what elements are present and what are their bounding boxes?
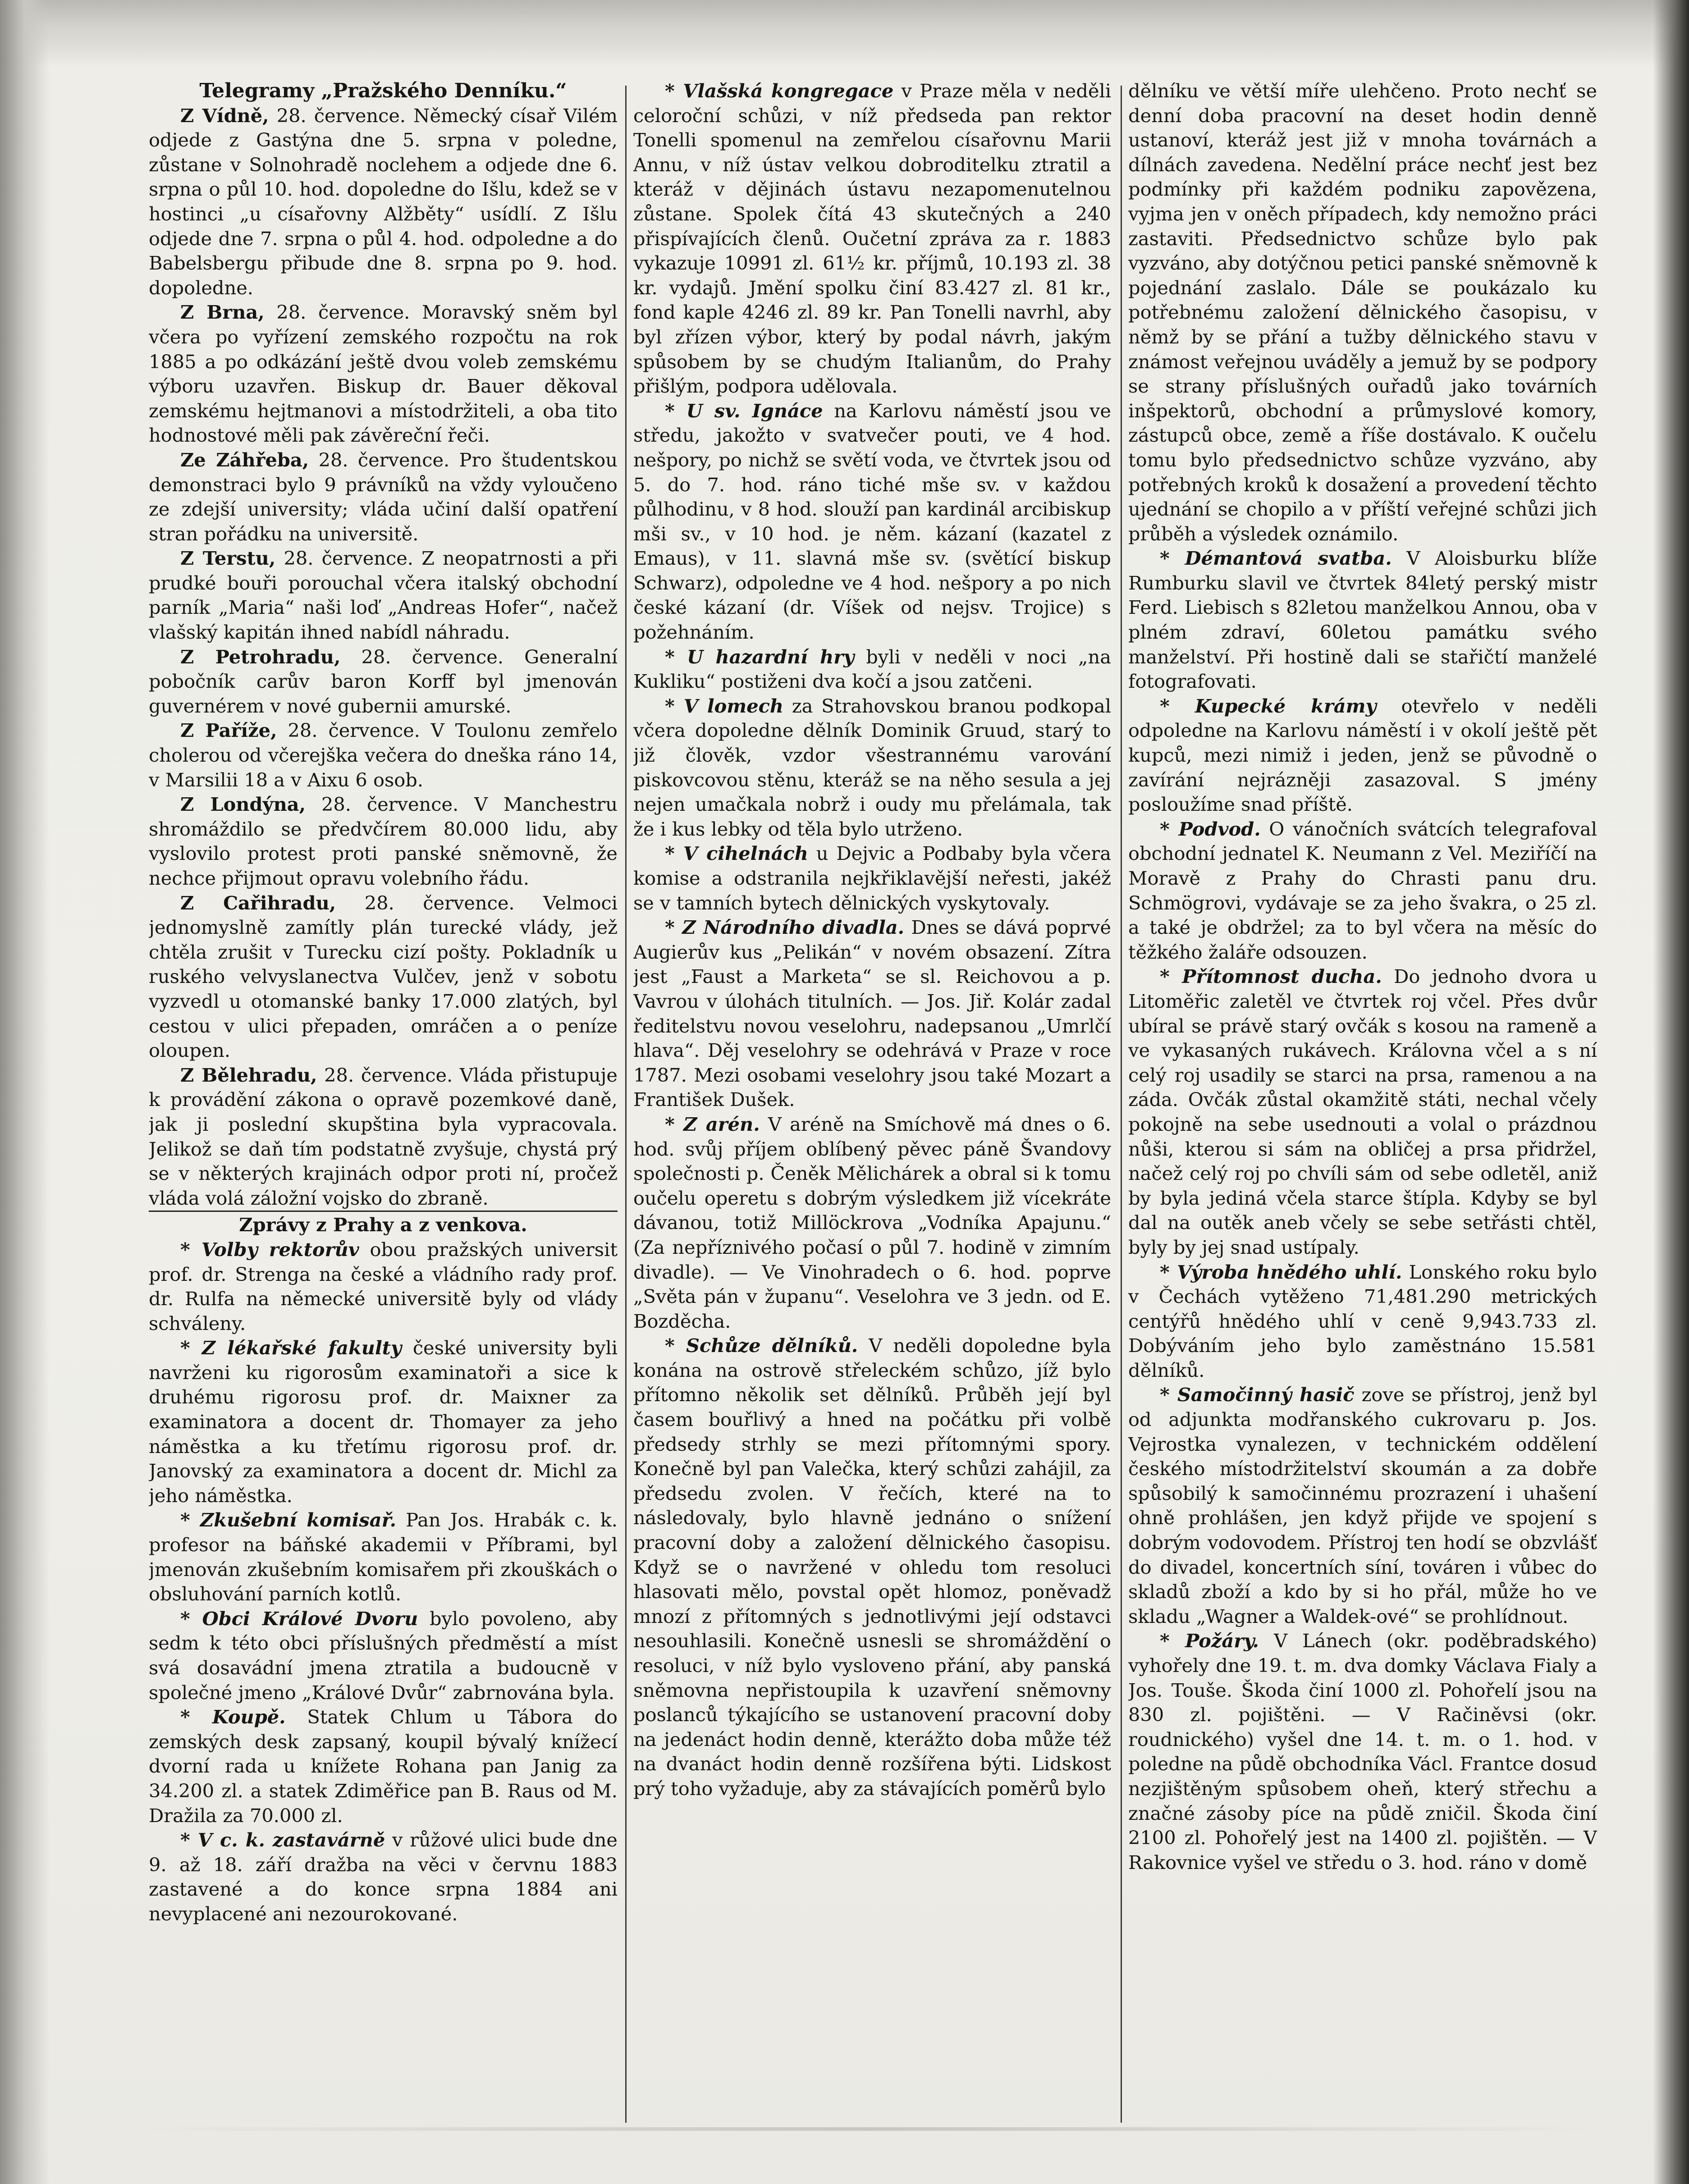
continued-article: dělníku ve větší míře ulehčeno. Proto nechť se denní doba pracovní na deset hodin denně ustanoví, kteráž jest již v mnoha továrnách a dílnách zavedena. Nedělní práce nechť jest bez podmínky při každém podniku zapovězena, vyjma jen v oněch případech, kdy nemožno práci zastaviti. Předsednictvo schůze bylo pak vyzváno, aby dotýčnou petici panské sněmovně k pojednání zaslalo. Dále se poukázalo ku potřebnému založení dělnického časopisu, v němž by se přání a tužby dělnického stavu v známost veřejnou uváděly a jemuž by se podpory se strany příslušných ouřadů jako továrních inšpektorů, obchodní a průmyslové komory, zástupců obce, země a říše dostávalo. K oučelu tomu bylo předsednictvo schůze vyzváno, aby potřebných kroků k dosažení a provedení těchto ujednání se chopilo a v příští veřejné schůzi jich průběh a výsledek oznámilo. — [1128, 80, 1597, 545]
news-item — [633, 915, 1111, 1112]
item-text: 28. července. Moravský sněm byl včera po vyřízení zemského rozpočtu na rok 1885 a po odkázání ještě dvou voleb zemskému výboru uzavřen. Biskup dr. Bauer děkoval zemskému hejtmanovi a místodržiteli, a oba tito hodnostové měli pak závěreční řeči. — [149, 301, 618, 447]
dateline: Z Petrohradu, — [180, 645, 341, 668]
scan-shadow-left — [0, 0, 50, 2184]
item-text: V Aloisburku blíže Rumburku slavil ve čtvrtek 84letý perský mistr Ferd. Liebisch s 82letou manželkou Annou, oba v plném zdraví, 60letou památku svého manželství. Při hostině dali se stařičtí manželé fotografovati. — [1128, 547, 1597, 693]
item-text: 28. července. V Toulonu zemřelo cholerou od včerejška večera do dneška ráno 14, v Marsilii 18 a v Aixu 6 osob. — [149, 719, 618, 791]
item-keyword: Zkušební komisař. — [200, 1509, 397, 1531]
dateline: Ze Záhřeba, — [180, 448, 309, 471]
item-text: Statek Chlum u Tábora do zemských desk zapsaný, koupil bývalý knížecí dvorní rada u knížete Rohana pan Janig za 34.200 zl. a statek Zdiměřice pan B. Raus od M. Dražila za 70.000 zl. — [149, 1706, 618, 1827]
item-text: 28. července. Generalní pobočník carův baron Korff byl jmenován guvernérem v nové gubernii amurské. — [149, 645, 618, 717]
asterisk-bullet: * — [1160, 547, 1185, 570]
item-keyword: U sv. Ignáce — [686, 399, 823, 422]
asterisk-bullet: * — [180, 1829, 198, 1851]
item-text: V Lánech (okr. poděbradského) vyhořely dne 19. t. m. dva domky Václava Fialy a Jos. Touše. Škoda činí 1000 zl. Pohořelí jsou na 830 zl. pojištěni. — V Račiněvsi (okr. roudnického) vyšel dne 14. t. m. o 1. hod. v poledne na půdě obchodníka Václ. Frantce dosud nezjištěným spůsobem oheň, který střechu a značné zásoby píce na půdě zničil. Škoda činí 2100 zl. Pohořelý jest na 1400 zl. pojištěn. — V Rakovnice vyšel ve středu o 3. hod. ráno v domě — [1128, 1630, 1597, 1873]
dateline: Z Cařihradu, — [180, 891, 336, 914]
page-bottom-edge — [135, 2127, 1600, 2131]
telegram-item — [149, 448, 618, 546]
news-item — [1128, 1260, 1597, 1383]
item-text: V neděli dopoledne byla konána na ostrově střeleckém schůzo, jíž bylo přítomno několik set dělníků. Průběh její byl časem bouřlivý a hned na počátku při volbě předsedy strhly se mezi přítomnými spory. Konečně byl pan Valečka, který schůzi zahájil, za předsedu zvolen. V řečích, které na to následovaly, bylo hlavně jednáno o snížení pracovní doby a založení dělnického časopisu. Když se o navržené v ohledu tom resoluci hlasovati mělo, povstal opět hlomoz, poněvadž mnozí z přítomných s jednotlivými její odstavci nesouhlasili. Konečně usnesli se shromáždění o resoluci, v níž bylo vysloveno přání, aby panská sněmovna nepřistoupila k uzavření sněmovny poslanců týkajícího se ustanovení pracovní doby na jedenáct hodin denně, kterážto doba může též na dvanáct hodin denně rozšířena býti. Lidskost prý toho vyžaduje, aby za stávajících poměrů bylo — [633, 1334, 1111, 1800]
section-heading: Zprávy z Prahy a z venkova. — [149, 1211, 618, 1238]
dateline: Z Brna, — [180, 301, 265, 324]
item-text: otevřelo v neděli odpoledne na Karlovu náměstí i v okolí ještě pět kupců, mezi nimiž i jeden, jenž se původně o zavírání nejrázněji zasazoval. S jmény posloužíme snad příště. — [1128, 694, 1597, 816]
item-text: Do jednoho dvora u Litoměřic zaletěl ve čtvrtek roj včel. Přes dvůr ubíral se právě starý ovčák s kosou na rameně a ve vykasaných rukávech. Královna včel a s ní celý roj usadily se starci na prsa, ramenou a na záda. Ovčák zůstal okamžitě státi, nechal včely pokojně na sebe usednouti a volal o prázdnou nůši, kterou si sám na obličej a prsa přidržel, načež celý roj po chvíli sám od sebe odletěl, aniž by byla jediná včela starce štípla. Kdyby se byl dal na outěk aneb včely se sebe setřásti chtěl, byly by jej snad ustípaly. — [1128, 965, 1597, 1258]
local-news-list — [149, 1238, 618, 1927]
news-item — [633, 841, 1111, 915]
dateline: Z Londýna, — [180, 793, 306, 816]
news-item — [1128, 817, 1597, 965]
item-text: v růžové ulici bude dne 9. až 18. září dražba na věci v červnu 1883 zastavené a do konce srpna 1884 ani nevyplacené ani nezourokované. — [149, 1829, 618, 1925]
item-text: 28. července. V Manchestru shromáždilo se předvčírem 80.000 lidu, aby vyslovilo protest proti panské sněmovně, že nechce přijmout opravu volebního řádu. — [149, 793, 618, 889]
item-keyword: Kupecké krámy — [1195, 694, 1377, 717]
asterisk-bullet: * — [665, 1113, 684, 1135]
item-keyword: Koupě. — [212, 1706, 286, 1728]
item-text: 28. července. Velmoci jednomyslně zamítly plán turecké vlády, jež chtěla zrušit v Turecku cizí pošty. Pokladník u ruského velvyslanectva Vulčev, jenž v sobotu vyzvedl u otomanské banky 17.000 zlatých, byl cestou v ulici přepaden, omráčen a o peníze oloupen. — [149, 891, 618, 1062]
item-keyword: V lomech — [683, 694, 784, 717]
column-rule — [1121, 86, 1122, 2123]
item-text: v Praze měla v neděli celoroční schůzi, v níž předseda pan rektor Tonelli spomenul na zemřelou císařovnu Marii Annu, v níž ústav velkou dobroditelku ztratil a kteráž v dějinách ústavu nezapomenutelnou zůstane. Spolek čítá 43 skutečných a 240 přispívajících členů. Oučetní zpráva za r. 1883 vykazuje 10991 zl. 61½ kr. příjmů, 10.193 zl. 38 kr. vydajů. Jmění spolku činí 83.427 zl. 81 kr., fond kaple 4246 zl. 89 kr. Pan Tonelli navrhl, aby byl zřízen výbor, který by podal návrh, jakým spůsobem by se chudým Italianům, do Prahy přišlým, podpora udělovala. — [633, 80, 1111, 398]
dateline: Z Paříže, — [180, 719, 277, 742]
telegram-list — [149, 104, 618, 1211]
asterisk-bullet: * — [180, 1238, 201, 1261]
asterisk-bullet: * — [1160, 1384, 1177, 1406]
telegram-item — [149, 718, 618, 792]
asterisk-bullet: * — [665, 80, 683, 102]
item-keyword: Požáry. — [1185, 1630, 1259, 1652]
telegram-item — [149, 104, 618, 301]
local-news-list — [633, 79, 1111, 1801]
item-text: Dnes se dává poprvé Augierův kus „Pelikán“ v novém obsazení. Zítra jest „Faust a Marketa“ se sl. Reichovou a p. Vavrou v úlohách titulních. — Jos. Jiř. Kolár zadal ředitelstvu novou veselohru, nadepsanou „Umrlčí hlava“. Děj veselohry se odehrává v Praze v roce 1787. Mezi osobami veselohry jsou také Mozart a František Dušek. — [633, 916, 1111, 1111]
item-keyword: V cihelnách — [683, 842, 808, 865]
news-item — [633, 399, 1111, 645]
item-keyword: V c. k. zastavárně — [197, 1829, 385, 1851]
news-item — [149, 1705, 618, 1828]
item-text: Lonského roku bylo v Čechách vytěženo 71,481.290 metrických centýřů hnědého uhlí v ceně 9,943.733 zl. Dobýváním jeho bylo zaměstnáno 15.581 dělníků. — [1128, 1261, 1597, 1381]
dateline: Z Bělehradu, — [180, 1064, 317, 1086]
item-text: 28. července. Z neopatrnosti a při prudké bouři porouchal včera italský obchodní parník „Maria“ naši loď „Andreas Hofer“, načež vlašský kapitán ihned nabídl náhradu. — [149, 547, 618, 644]
item-text: 28. července. Německý císař Vilém odjede z Gastýna dne 5. srpna v poledne, zůstane v Solnohradě noclehem a odjede dne 6. srpna o půl 10. hod. dopoledne do Išlu, kdež se v hostinci „u císařovny Alžběty“ usídlí. Z Išlu odjede dne 7. srpna o půl 4. hod. odpoledne a do Babelsbergu přibude dne 8. srpna po 9. hod. dopoledne. — [149, 104, 618, 299]
column-3 — [1128, 79, 1597, 2134]
item-keyword: Démantová svatba. — [1185, 547, 1392, 570]
item-keyword: U hazardní hry — [687, 645, 855, 668]
asterisk-bullet: * — [180, 1706, 212, 1728]
item-keyword: Z arén. — [683, 1113, 760, 1135]
news-item — [1128, 1383, 1597, 1629]
dateline: Z Terstu, — [180, 547, 276, 570]
news-item — [149, 1508, 618, 1606]
news-item — [633, 79, 1111, 399]
telegram-item — [149, 546, 618, 644]
asterisk-bullet: * — [665, 399, 687, 422]
asterisk-bullet: * — [665, 645, 687, 668]
news-item — [149, 1336, 618, 1508]
local-news-list — [1128, 546, 1597, 1875]
item-text: 28. července. Vláda přistupuje k provádění zákona o opravě pozemkové daně, jak ji poslední skupština byla vypracovala. Jelikož se daň tím podstatně zvyšuje, chystá prý se v některých krajinách odpor proti ní, pročež vláda volá záložní vojsko do zbraně. — [149, 1064, 618, 1209]
item-keyword: Volby rektorův — [201, 1238, 359, 1261]
column-1 — [149, 79, 618, 2134]
item-keyword: Obci Králové Dvoru — [202, 1607, 418, 1630]
asterisk-bullet: * — [1160, 1261, 1177, 1283]
asterisk-bullet: * — [1160, 965, 1182, 988]
item-text: 28. července. Pro študentskou demonstraci bylo 9 právníků na vždy vyloučeno ze zdejší university; vláda učiní další opatření stran pořádku na universitě. — [149, 448, 618, 545]
news-item — [1128, 1629, 1597, 1875]
item-keyword: Vlašská kongregace — [683, 80, 894, 102]
news-item — [1128, 964, 1597, 1260]
item-text: Pan Jos. Hrabák c. k. profesor na báňské akademii v Příbrami, byl jmenován zkušebním komisařem při zkouškách o obsluhování parních kotlů. — [149, 1509, 618, 1605]
asterisk-bullet: * — [1160, 818, 1179, 840]
item-text: zove se přístroj, jenž byl od adjunkta modřanského cukrovaru p. Jos. Vejrostka vynalezen, v technickém oddělení českého místodržitelství skoumán a za dobře spůsobilý k samočinnému prozrazení i uhašení ohně prohlášen, jen když přijde ve spojení s dobrým vodovodem. Přístroj ten hodí se obzvlášť do divadel, koncertních síní, továren i vůbec do skladů zboží a kdo by si ho přál, může ho ve skladu „Wagner a Waldek-ové“ se prohlídnout. — [1128, 1384, 1597, 1627]
item-text: byli v neděli v noci „na Kukliku“ postiženi dva kočí a jsou zatčeni. — [633, 645, 1111, 693]
item-text: V aréně na Smíchově má dnes o 6. hod. svůj příjem oblíbený pěvec páně Švandovy společnosti p. Čeněk Mělichárek a obral si k tomu oučelu operetu s dobrým výsledkem již vícekráte dávanou, totiž Millöckrova „Vodníka Apajunu.“ (Za nepříznivého počasí o půl 7. hodině v zimním divadle). — Ve Vinohradech o 6. hod. poprve „Světa pán v županu“. Veselohra ve 3 jedn. od E. Bozděcha. — [633, 1113, 1111, 1332]
asterisk-bullet: * — [1160, 694, 1195, 717]
asterisk-bullet: * — [180, 1607, 202, 1630]
item-keyword: Z Národního divadla. — [682, 916, 905, 939]
column-rule — [625, 86, 627, 2123]
item-text: O vánočních svátcích telegrafoval obchodní jednatel K. Neumann z Vel. Meziříčí na Moravě z Prahy do Chrasti panu dru. Schmögrovi, vydávaje se za jeho švakra, o 25 zl. a také je obdržel; za to byl včera na měsíc do těžkého žaláře odsouzen. — [1128, 818, 1597, 963]
scan-shadow-top — [0, 0, 1689, 68]
news-item — [633, 645, 1111, 694]
item-text: u Dejvic a Podbaby byla včera komise a odstranila nejkřiklavější neřesti, jakéž se v tamních bytech dělnických vyskytovaly. — [633, 842, 1111, 914]
asterisk-bullet: * — [665, 842, 683, 865]
news-item — [149, 1238, 618, 1336]
asterisk-bullet: * — [180, 1337, 202, 1359]
telegram-item — [149, 300, 618, 448]
item-text: bylo povoleno, aby sedm k této obci příslušných předměstí a míst svá dosavádní jmena ztratila a budoucně v společné jmeno „Králové Dvůr“ zabrnována byla. — [149, 1607, 618, 1704]
item-text: na Karlovu náměstí jsou ve středu, jakožto v svatvečer pouti, ve 4 hod. nešpory, po nichž se světí voda, ve čtvrtek jsou od 5. do 7. hod. ráno tiché mše sv. v každou půlhodinu, v 8 hod. slouží pan kardinál arcibiskup mši sv., v 10 hod. je něm. kázaní (kazatel z Emaus), v 11. slavná mše sv. (světící biskup Schwarz), odpoledne ve 4 hod. nešpory a po nich české kázaní (dr. Víšek od nejsv. Trojice) s požehnáním. — [633, 399, 1111, 644]
scan-shadow-right — [1653, 0, 1689, 2184]
item-text: české university byli navrženi ku rigorosům examinatoři a sice k druhému rigorosu prof. dr. Maixner za examinatora a docent dr. Thomayer za jeho náměstka a ku třetímu rigorosu prof. dr. Janovský za examinatora a docent dr. Michl za jeho náměstka. — [149, 1337, 618, 1507]
item-text: obou pražských universit prof. dr. Strenga na české a vládního rady prof. dr. Rulfa na německé universitě byly od vlády schváleny. — [149, 1238, 618, 1334]
news-item — [633, 694, 1111, 842]
news-item — [1128, 546, 1597, 694]
telegram-item — [149, 792, 618, 891]
item-keyword: Schůze dělníků. — [686, 1334, 858, 1357]
dateline: Z Vídně, — [180, 104, 269, 127]
asterisk-bullet: * — [665, 1334, 686, 1357]
asterisk-bullet: * — [665, 694, 684, 717]
news-item — [149, 1828, 618, 1926]
news-item — [633, 1334, 1111, 1801]
item-keyword: Výroba hnědého uhlí. — [1177, 1261, 1402, 1283]
item-keyword: Podvod. — [1178, 818, 1261, 840]
telegram-item — [149, 891, 618, 1063]
item-keyword: Samočinný hasič — [1177, 1384, 1355, 1406]
telegram-item — [149, 1063, 618, 1211]
asterisk-bullet: * — [180, 1509, 201, 1531]
news-item — [149, 1607, 618, 1705]
asterisk-bullet: * — [665, 916, 682, 939]
column-2 — [633, 79, 1111, 2134]
news-item — [633, 1112, 1111, 1334]
item-text: za Strahovskou branou podkopal včera dopoledne dělník Dominik Gruud, starý to již člověk, vzdor všestrannému varování piskovcovou stěnu, kteráž se na něho sesula a jej nejen umačkala nobrž i oudy mu přelámala, tak že i kus lebky od těla bylo utrženo. — [633, 694, 1111, 840]
telegram-heading: Telegramy „Pražského Denníku.“ — [199, 79, 567, 102]
item-keyword: Přítomnost ducha. — [1182, 965, 1382, 988]
telegram-item — [149, 645, 618, 719]
item-keyword: Z lékařské fakulty — [201, 1337, 402, 1359]
news-item — [1128, 694, 1597, 817]
asterisk-bullet: * — [1160, 1630, 1186, 1652]
